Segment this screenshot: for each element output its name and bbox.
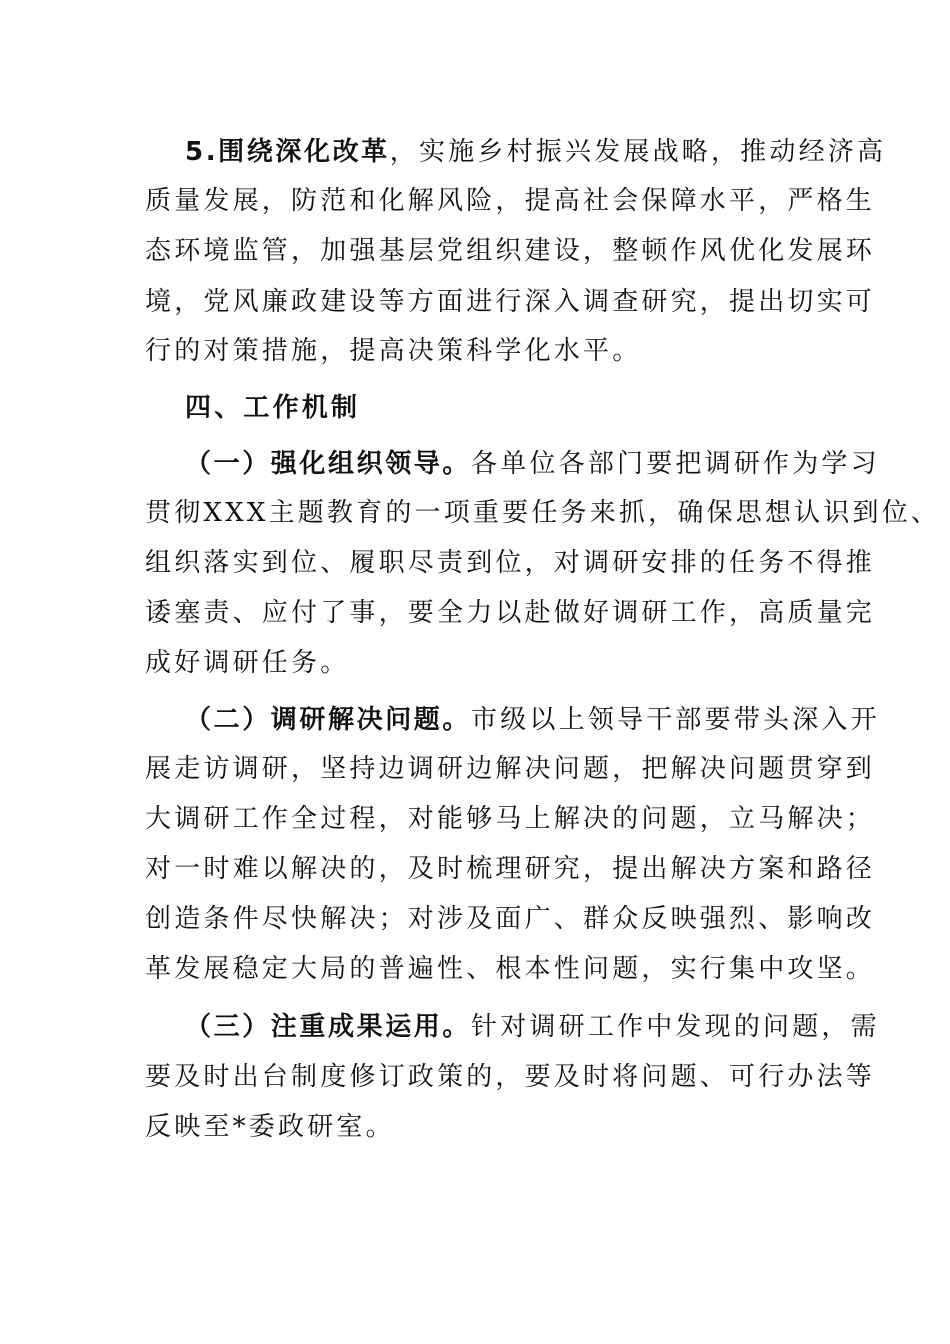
item5-line-1-text: ，实施乡村振兴发展战略，推动经济高 bbox=[389, 137, 887, 167]
para1-line-1-text: 各单位各部门要把调研作为学习 bbox=[471, 449, 880, 479]
para1-line-5: 成好调研任务。 bbox=[145, 648, 350, 678]
para1-line-2: 贯彻XXX主题教育的一项重要任务来抓，确保思想认识到位、 bbox=[145, 498, 941, 528]
item5-line-5: 行的对策措施，提高决策科学化水平。 bbox=[145, 336, 642, 366]
item5-line-3: 态环境监管，加强基层党组织建设，整顿作风优化发展环 bbox=[145, 236, 876, 266]
para2-line-2: 展走访调研，坚持边调研边解决问题，把解决问题贯穿到 bbox=[145, 754, 876, 784]
item5-line-1 bbox=[185, 126, 885, 178]
para3-line-1-text: 针对调研工作中发现的问题，需 bbox=[471, 1012, 880, 1042]
para1-line-1 bbox=[185, 438, 885, 490]
item5-line-2: 质量发展，防范和化解风险，提高社会保障水平，严格生 bbox=[145, 186, 876, 216]
para1-line-3: 组织落实到位、履职尽责到位，对调研安排的任务不得推 bbox=[145, 548, 876, 578]
para2-line-1 bbox=[185, 694, 885, 746]
para2-line-1-text: 市级以上领导干部要带头深入开 bbox=[471, 705, 880, 735]
para2-line-6: 革发展稳定大局的普遍性、根本性问题，实行集中攻坚。 bbox=[145, 954, 876, 984]
para1-lead: （一）强化组织领导。 bbox=[185, 449, 472, 479]
para1-line-4: 诿塞责、应付了事，要全力以赴做好调研工作，高质量完 bbox=[145, 598, 876, 628]
para2-line-4: 对一时难以解决的，及时梳理研究，提出解决方案和路径 bbox=[145, 854, 876, 884]
item5-line-4: 境，党风廉政建设等方面进行深入调查研究，提出切实可 bbox=[145, 287, 876, 317]
section-heading: 四、工作机制 bbox=[185, 393, 361, 423]
item5-lead: 5.围绕深化改革 bbox=[185, 137, 390, 167]
para2-line-3: 大调研工作全过程，对能够马上解决的问题，立马解决； bbox=[145, 804, 876, 834]
para3-line-2: 要及时出台制度修订政策的，要及时将问题、可行办法等 bbox=[145, 1062, 876, 1092]
para2-line-5: 创造条件尽快解决；对涉及面广、群众反映强烈、影响改 bbox=[145, 904, 876, 934]
para3-lead: （三）注重成果运用。 bbox=[185, 1012, 472, 1042]
para3-line-1 bbox=[185, 1001, 885, 1053]
para3-line-3: 反映至*委政研室。 bbox=[145, 1112, 395, 1142]
para2-lead: （二）调研解决问题。 bbox=[185, 705, 472, 735]
